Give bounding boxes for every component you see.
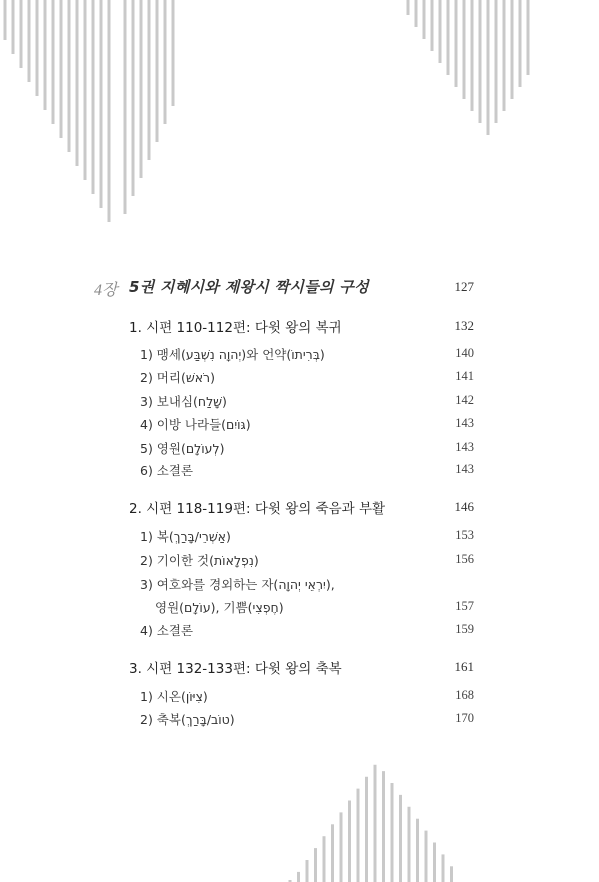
section-page: 146 [454, 499, 474, 514]
toc-item: 1) 복(אַשְׁרֵי/בָּרַךְ) [140, 529, 231, 544]
toc-item-page: 140 [455, 346, 474, 360]
toc-item-page: 157 [455, 599, 474, 613]
toc-item: 4) 소결론 [140, 623, 194, 638]
toc-item: 3) 보내심(שָׁלַח) [140, 394, 227, 409]
toc-item-page: 143 [455, 440, 474, 454]
toc-item: 4) 이방 나라들(גּוֹיִם) [140, 417, 251, 432]
section-title: 1. 시편 110-112편: 다윗 왕의 복귀 [129, 320, 342, 336]
toc-item: 1) 맹세(יְהוָה נִשְׁבַּע)와 언약(בְּרִיתוֹ) [140, 347, 325, 362]
toc-item: 2) 머리(רֹאשׁ) [140, 370, 216, 385]
toc-item-page: 143 [455, 416, 474, 430]
chapter-page: 127 [454, 279, 474, 294]
toc-item: 5) 영원(לְעוֹלָם) [140, 441, 225, 456]
toc-item-page: 143 [455, 462, 474, 476]
toc-item-page: 142 [455, 393, 474, 407]
toc-item: 6) 소결론 [140, 463, 194, 478]
toc-item-page: 156 [455, 552, 474, 566]
toc-item: 3) 여호와를 경외하는 자(יִרְאֵי יְהוָה), [140, 577, 335, 592]
toc-item-page: 159 [455, 622, 474, 636]
toc-item: 2) 축복(טוֹב/בָּרַךְ) [140, 712, 235, 727]
toc-item: 2) 기이한 것(נִפְלָאוֹת) [140, 553, 259, 568]
toc-item-continuation: 영원(עוֹלָם), 기쁨(חֶפְצִי) [155, 600, 284, 615]
section-page: 132 [454, 318, 474, 333]
toc-item: 1) 시온(צִיּוֹן) [140, 689, 208, 704]
toc-item-page: 153 [455, 528, 474, 542]
toc-item-page: 170 [455, 711, 474, 725]
section-title: 3. 시편 132-133편: 다윗 왕의 축복 [129, 661, 342, 677]
section-page: 161 [454, 659, 474, 674]
chapter-title: 5권 지혜시와 제왕시 짝시들의 구성 [129, 278, 369, 296]
toc-item-page: 141 [455, 369, 474, 383]
chapter-number: 4장 [94, 282, 118, 299]
section-title: 2. 시편 118-119편: 다윗 왕의 죽음과 부활 [129, 501, 386, 517]
toc-item-page: 168 [455, 688, 474, 702]
